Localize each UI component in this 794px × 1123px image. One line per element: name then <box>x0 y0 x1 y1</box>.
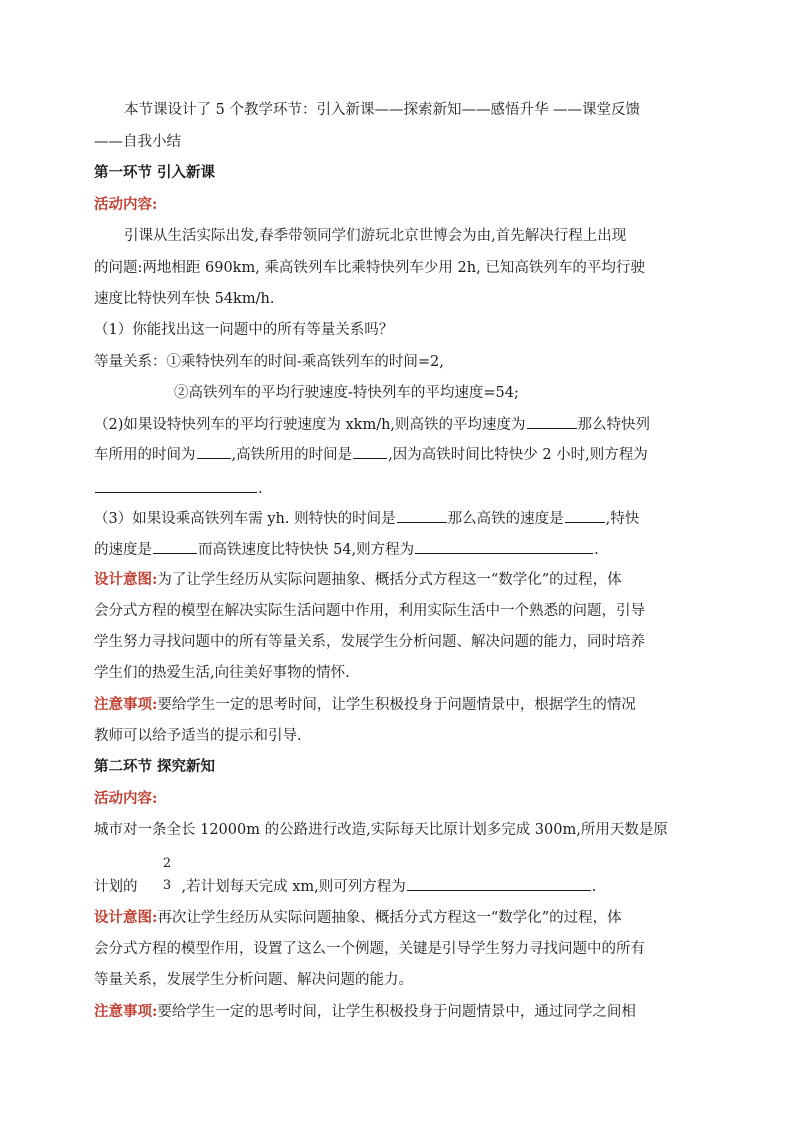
equal-relation-2: ②高铁列车的平均行驶速度-特快列车的平均速度=54; <box>174 385 519 401</box>
design-intent-1-line-1 <box>94 570 622 590</box>
equal-relation-1: 等量关系：①乘特快列车的时间-乘高铁列车的时间=2, <box>94 354 444 370</box>
notes-text: 要给学生一定的思考时间，让学生积极投身于问题情景中，通过同学之间相 <box>157 1004 636 1020</box>
section1-para-line-1: 引课从生活实际出发,春季带领同学们游玩北京世博会为由,首先解决行程上出现 <box>124 228 627 244</box>
design-intent-1-line-2: 会分式方程的模型在解决实际生活问题中作用，利用实际生活中一个熟悉的问题，引导 <box>94 603 645 619</box>
question-2-end: . <box>258 481 263 497</box>
design-intent-1-line-4: 学生们的热爱生活,向往美好事物的情怀. <box>94 665 350 681</box>
question-2-text-b: 那么特快列 <box>577 417 651 433</box>
question-2-text-d: ,高铁所用的时间是 <box>231 447 353 463</box>
question-3-text-b: 那么高铁的速度是 <box>447 511 564 527</box>
question-3-text-e: 而高铁速度比特快快 54,则方程为 <box>198 542 415 558</box>
intro-line-1: 本节课设计了 5 个教学环节：引入新课——探索新知——感悟升华 ——课堂反馈 <box>124 102 641 118</box>
question-2-text-a: （2)如果设特快列车的平均行驶速度为 xkm/h,则高铁的平均速度为 <box>94 417 526 433</box>
answer-blank[interactable] <box>197 444 231 459</box>
question-3-text-d: 的速度是 <box>94 542 152 558</box>
design-intent-label: 设计意图: <box>94 909 158 926</box>
design-intent-text: 再次让学生经历从实际问题抽象、概括分式方程这一“数学化”的过程，体 <box>157 910 622 926</box>
notes-label: 注意事项: <box>94 1003 158 1020</box>
question-1: （1）你能找出这一问题中的所有等量关系吗？ <box>94 322 394 338</box>
answer-blank[interactable] <box>407 876 591 891</box>
section2-text-a: 计划的 <box>94 879 138 895</box>
answer-blank[interactable] <box>565 508 605 523</box>
notes-1-line-2: 教师可以给予适当的提示和引导. <box>94 728 302 744</box>
answer-blank[interactable] <box>527 414 577 429</box>
design-intent-1-line-3: 学生努力寻找问题中的所有等量关系，发展学生分析问题、解决问题的能力，同时培养 <box>94 634 645 650</box>
section2-end: . <box>591 879 597 895</box>
section1-title: 第一环节 引入新课 <box>94 164 216 181</box>
question-2-line-1 <box>94 414 650 435</box>
design-intent-label: 设计意图: <box>94 571 158 588</box>
notes-text: 要给学生一定的思考时间，让学生积极投身于问题情景中，根据学生的情况 <box>157 697 636 713</box>
section1-para-line-3: 速度比特快列车快 54km/h. <box>94 291 275 307</box>
design-intent-2-line-2: 会分式方程的模型作用，设置了这么一个例题，关键是引导学生努力寻找问题中的所有 <box>94 941 645 957</box>
question-3-line-2 <box>94 539 599 560</box>
answer-blank[interactable] <box>415 539 593 554</box>
section1-activity-label: 活动内容: <box>94 196 158 213</box>
notes-2-line-1 <box>94 1002 636 1022</box>
intro-line-2: ——自我小结 <box>94 134 181 150</box>
section2-text-b: ,若计划每天完成 xm,则可列方程为 <box>181 879 406 895</box>
question-3-text-a: （3）如果设乘高铁列车需 yh. 则特快的时间是 <box>94 511 396 527</box>
question-2-line-3 <box>94 478 263 499</box>
answer-blank[interactable] <box>95 478 257 493</box>
question-2-text-c: 车所用的时间为 <box>94 447 196 463</box>
question-3-text-c: ,特快 <box>605 511 640 527</box>
design-intent-2-line-3: 等量关系，发展学生分析问题、解决问题的能力。 <box>94 972 413 988</box>
answer-blank[interactable] <box>153 539 197 554</box>
section1-para-line-2: 的问题:两地相距 690km, 乘高铁列车比乘特快列车少用 2h, 已知高铁列车的平均行驶 <box>94 260 645 276</box>
answer-blank[interactable] <box>397 508 447 523</box>
question-2-line-2 <box>94 444 648 465</box>
section2-activity-label: 活动内容: <box>94 790 158 807</box>
answer-blank[interactable] <box>353 444 387 459</box>
section2-para-line-1: 城市对一条全长 12000m 的公路进行改造,实际每天比原计划多完成 300m,所用天数是原 <box>94 822 668 838</box>
question-2-text-e: ,因为高铁时间比特快少 2 小时,则方程为 <box>388 447 648 463</box>
fraction-numerator: 2 <box>162 856 172 871</box>
section2-title: 第二环节 探究新知 <box>94 758 216 775</box>
notes-label: 注意事项: <box>94 696 158 713</box>
design-intent-2-line-1 <box>94 908 622 928</box>
fraction-denominator: 3 <box>162 878 172 893</box>
question-3-end: . <box>594 542 599 558</box>
question-3-line-1 <box>94 508 639 529</box>
section2-para-line-2 <box>94 876 596 897</box>
notes-1-line-1 <box>94 695 636 715</box>
design-intent-text: 为了让学生经历从实际问题抽象、概括分式方程这一“数学化”的过程，体 <box>157 572 622 588</box>
